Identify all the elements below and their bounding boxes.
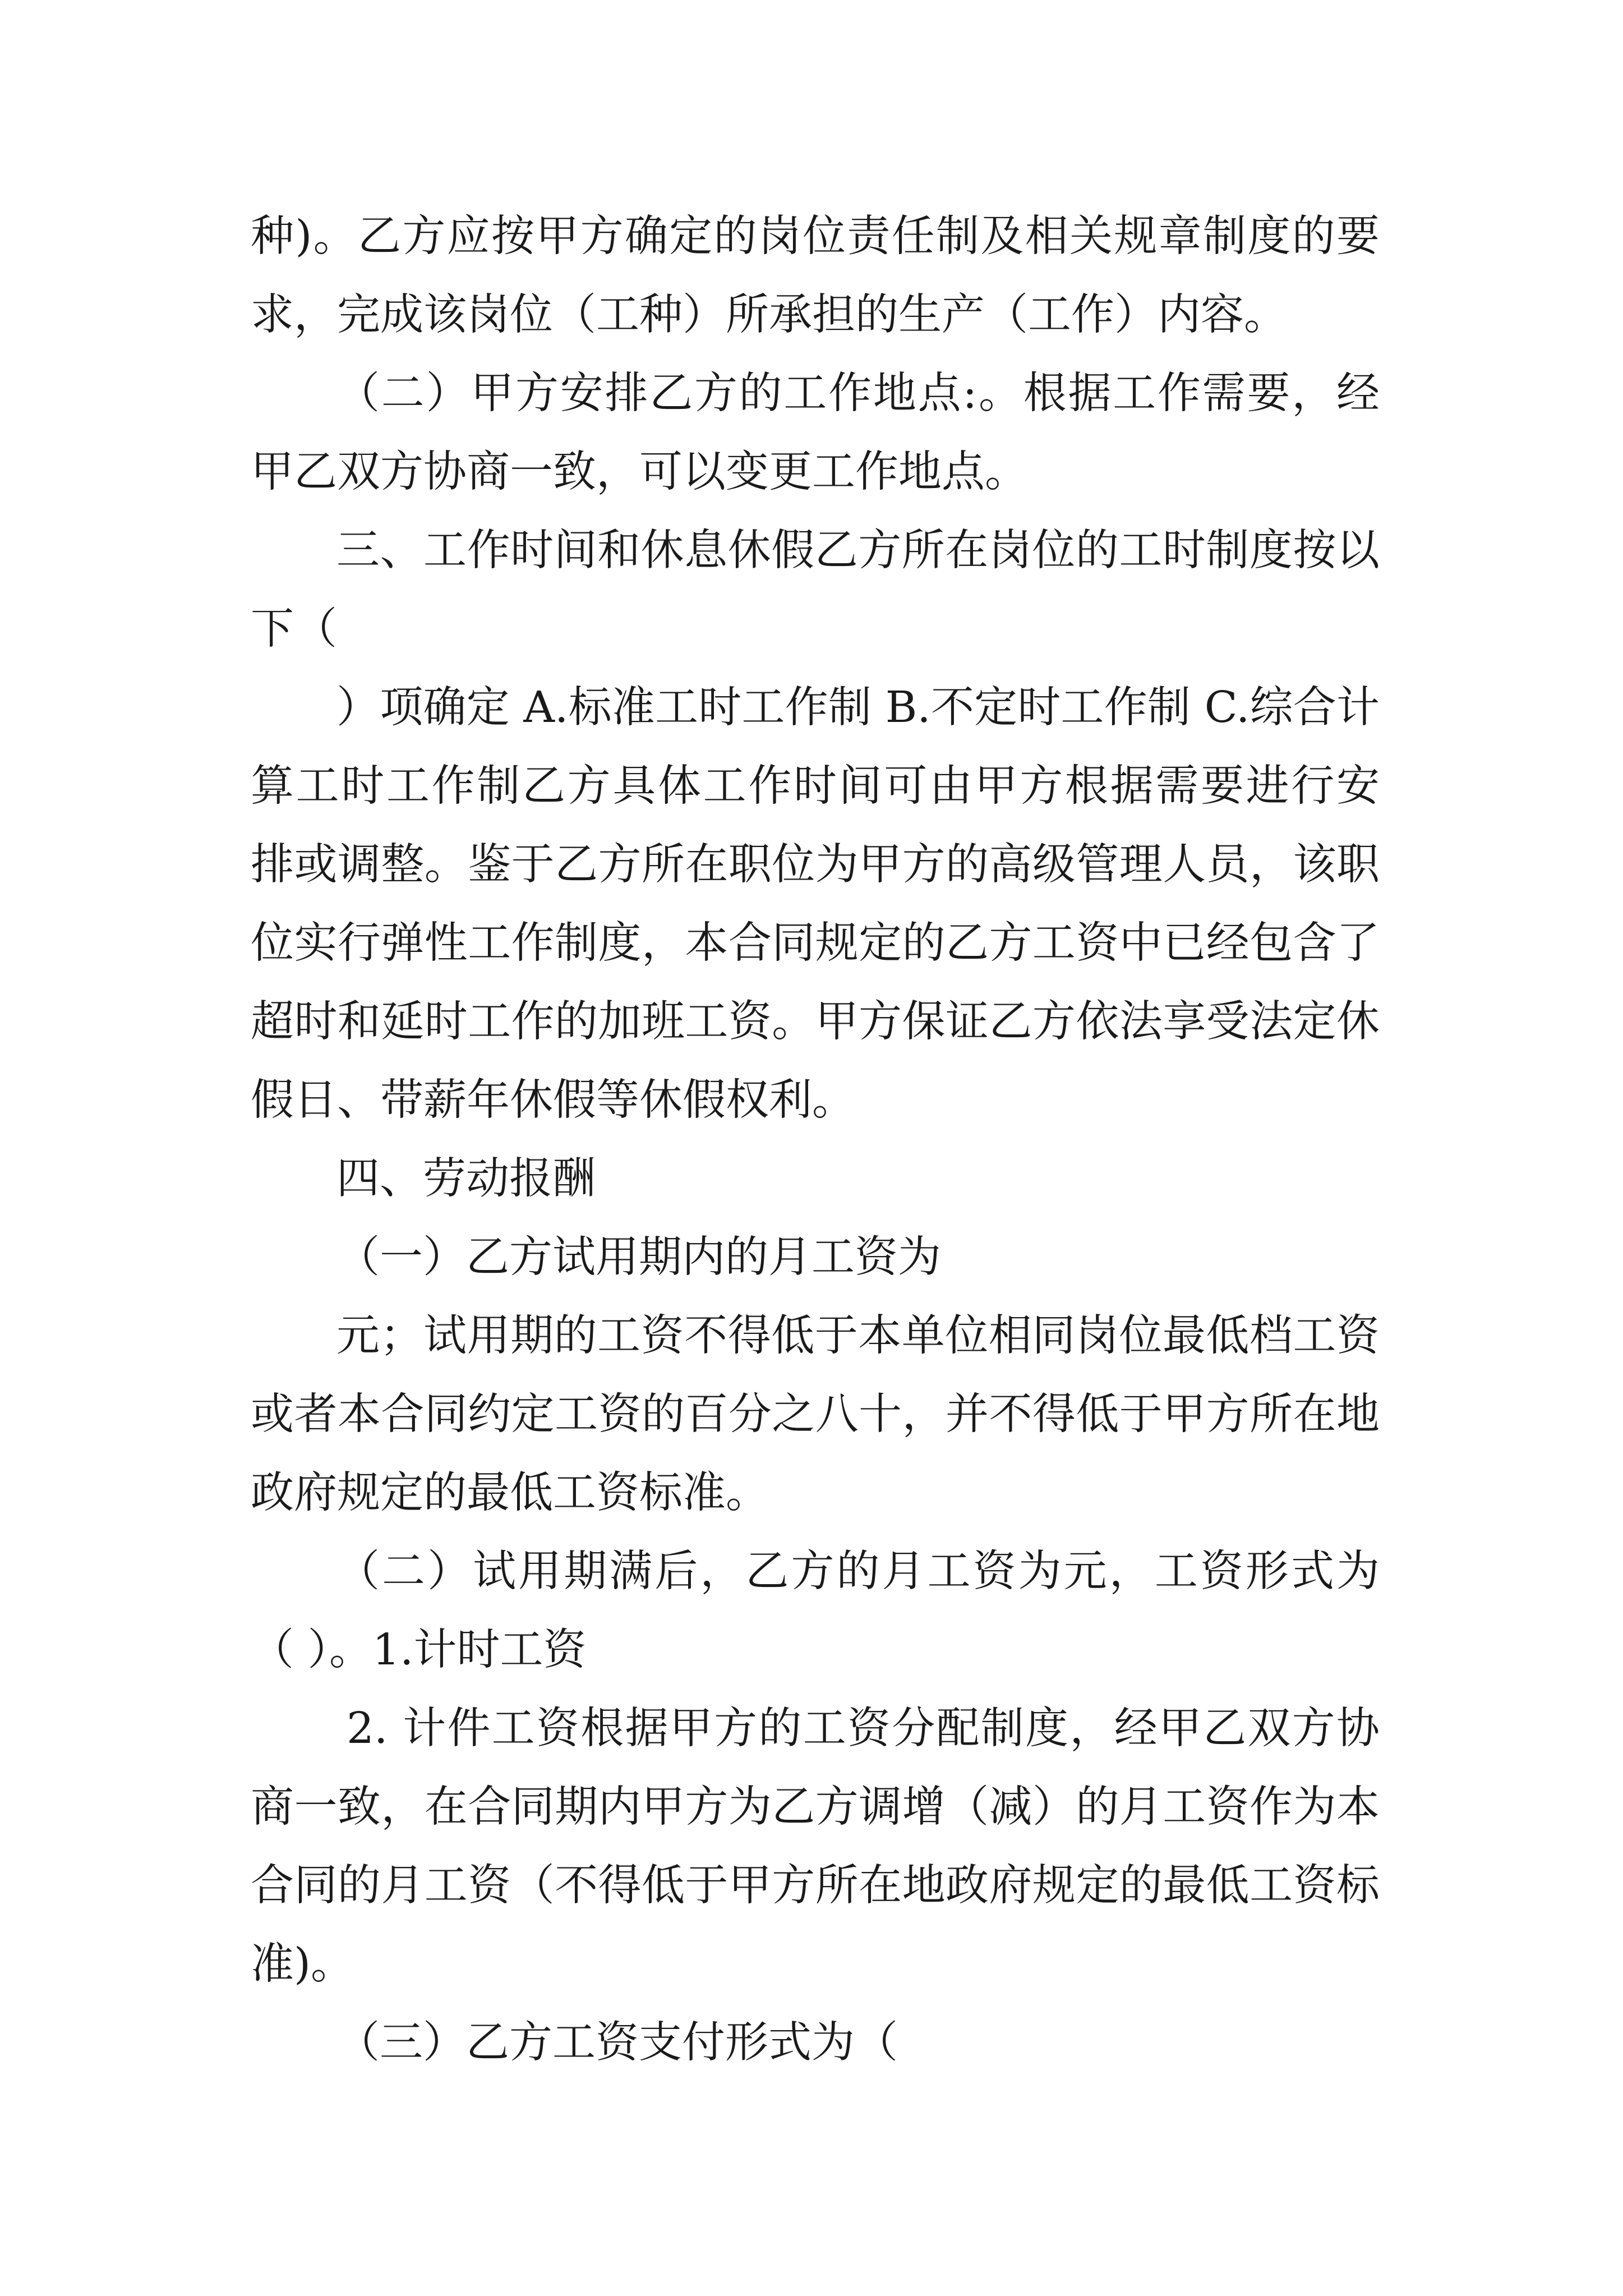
text-line: （二）试用期满后，乙方的月工资为元，工资形式为 <box>336 1547 1380 1596</box>
text-line: 求，完成该岗位（工种）所承担的生产（工作）内容。 <box>251 290 1287 340</box>
text-line: （二）甲方安排乙方的工作地点:。根据工作需要，经 <box>336 369 1380 418</box>
text-line: （一）乙方试用期内的月工资为 <box>336 1232 941 1282</box>
text-line: 四、劳动报酬 <box>336 1154 596 1204</box>
text-line: 准)。 <box>251 1939 354 1989</box>
text-line: 三、工作时间和休息休假乙方所在岗位的工时制度按以 <box>336 526 1380 576</box>
text-line: 算工时工作制乙方具体工作时间可由甲方根据需要进行安 <box>251 761 1380 811</box>
text-line: 假日、带薪年休假等休假权利。 <box>251 1075 855 1125</box>
text-line: 甲乙双方协商一致，可以变更工作地点。 <box>251 447 1028 497</box>
text-line: 位实行弹性工作制度，本合同规定的乙方工资中已经包含了 <box>251 918 1380 968</box>
text-line: （ ）。1.计时工资 <box>251 1625 587 1675</box>
text-line: 2. 计件工资根据甲方的工资分配制度，经甲乙双方协 <box>347 1704 1380 1754</box>
text-line: 种)。乙方应按甲方确定的岗位责任制及相关规章制度的要 <box>251 211 1380 261</box>
text-line: 或者本合同约定工资的百分之八十，并不得低于甲方所在地 <box>251 1389 1380 1439</box>
text-line: 元；试用期的工资不得低于本单位相同岗位最低档工资 <box>336 1311 1380 1361</box>
text-line: （三）乙方工资支付形式为（ <box>336 2018 898 2068</box>
text-line: ）项确定 A.标准工时工作制 B.不定时工作制 C.综合计 <box>336 683 1380 733</box>
text-line: 政府规定的最低工资标准。 <box>251 1468 769 1518</box>
text-line: 超时和延时工作的加班工资。甲方保证乙方依法享受法定休 <box>251 997 1380 1047</box>
text-line: 合同的月工资（不得低于甲方所在地政府规定的最低工资标 <box>251 1861 1380 1911</box>
text-line: 下（ <box>251 604 337 654</box>
text-line: 商一致，在合同期内甲方为乙方调增（减）的月工资作为本 <box>251 1782 1380 1832</box>
text-line: 排或调整。鉴于乙方所在职位为甲方的高级管理人员，该职 <box>251 840 1380 890</box>
